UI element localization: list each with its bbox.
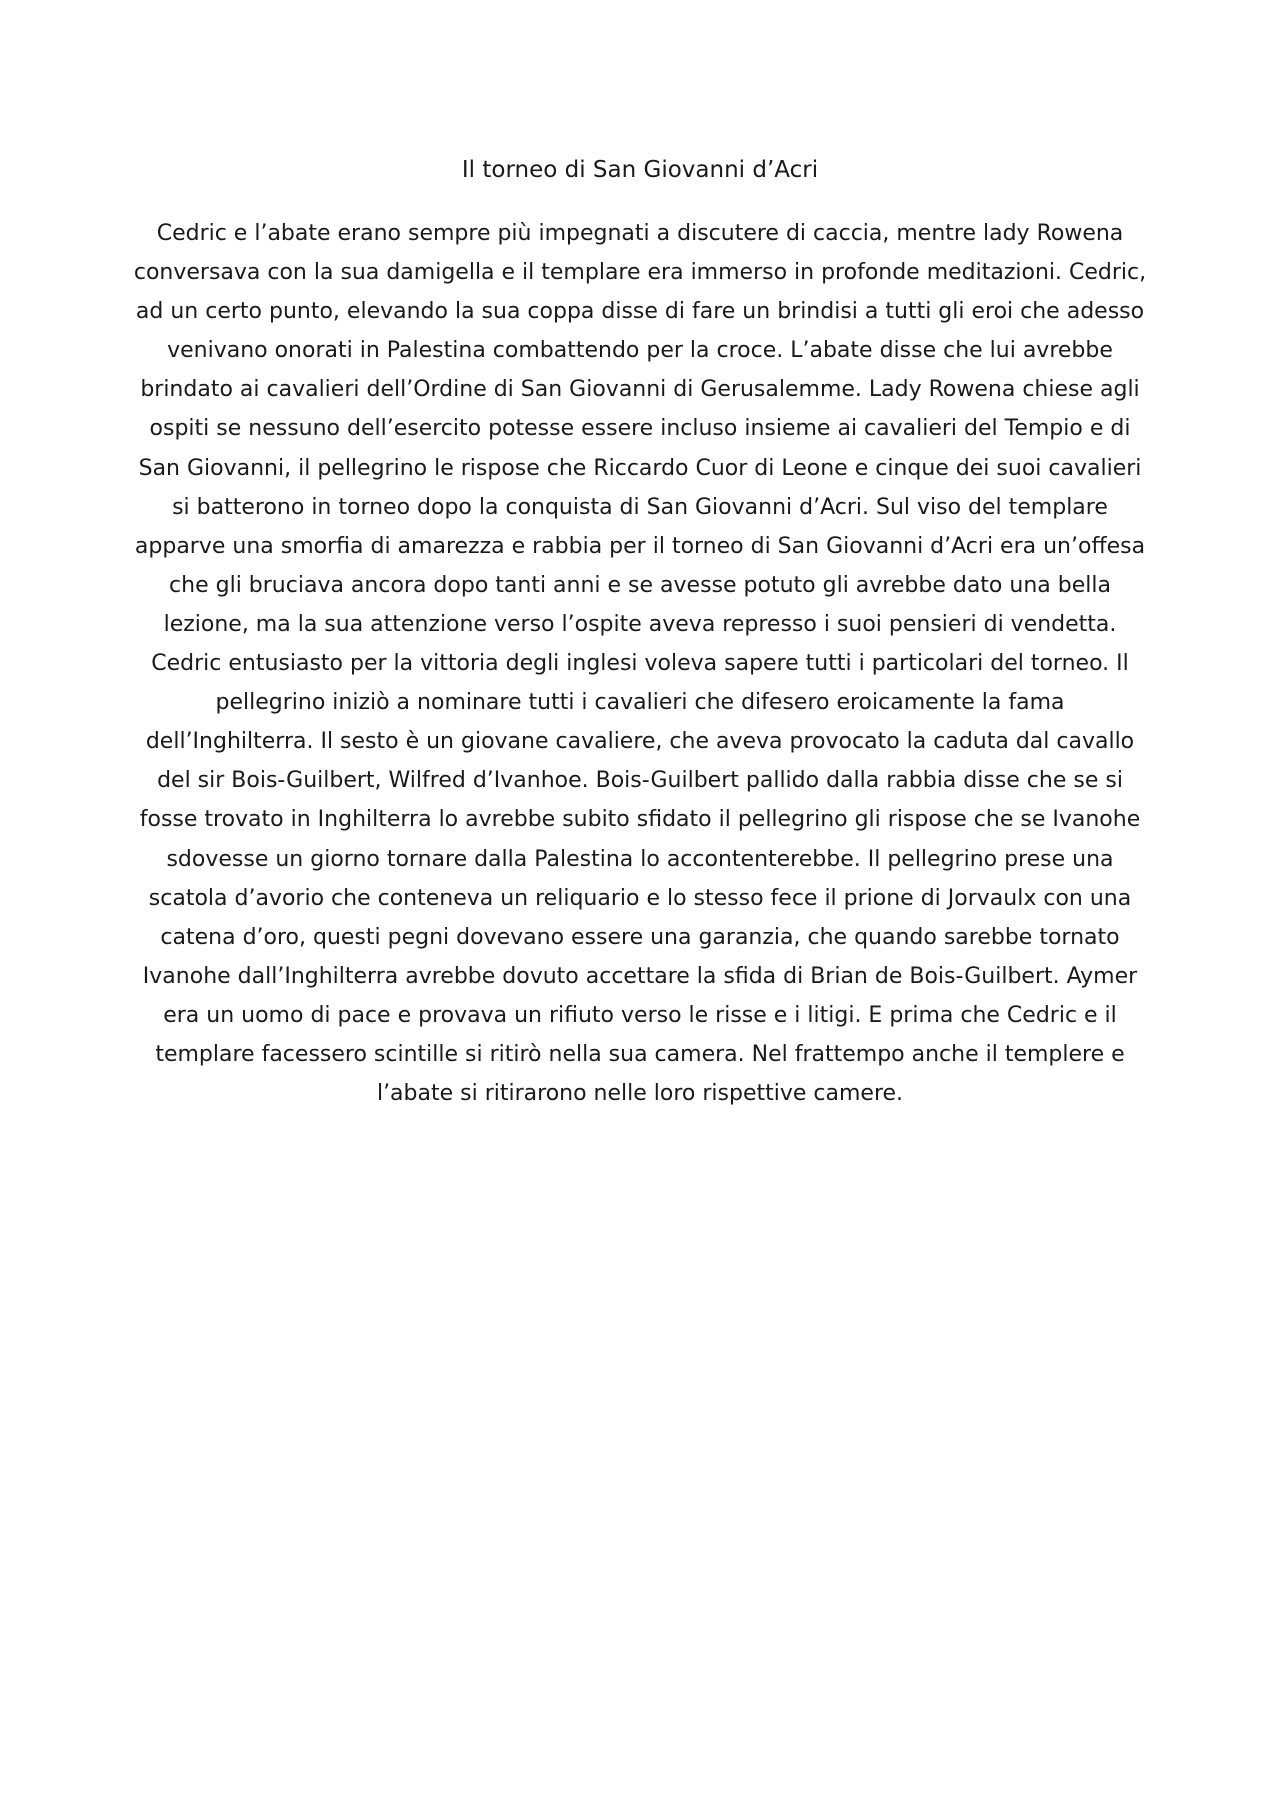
text-line: Cedric e l’abate erano sempre più impegnati a discutere di caccia, mentre lady Rowena	[156, 221, 1124, 246]
text-line: lezione, ma la sua attenzione verso l’ospite aveva represso i suoi pensieri di vendetta.	[163, 611, 1117, 637]
text-line: conversava con la sua damigella e il templare era immerso in profonde meditazioni. Cedric,	[133, 260, 1147, 286]
text-line: che gli bruciava ancora dopo tanti anni e se avesse potuto gli avrebbe dato una bella	[169, 572, 1111, 598]
text-line: venivano onorati in Palestina combattendo per la croce. L’abate disse che lui avrebbe	[167, 338, 1113, 364]
text-line: apparve una smorfia di amarezza e rabbia per il torneo di San Giovanni d’Acri era un’offesa	[134, 533, 1146, 559]
text-line: Ivanohe dall’Inghilterra avrebbe dovuto accettare la sfida di Brian de Bois-Guilbert. Aymer	[142, 963, 1138, 989]
text-line: si batterono in torneo dopo la conquista di San Giovanni d’Acri. Sul viso del templare	[172, 494, 1108, 520]
body-paragraph	[122, 214, 1158, 1113]
page-title: Il torneo di San Giovanni d’Acri	[461, 157, 819, 183]
text-line: templare facessero scintille si ritirò nella sua camera. Nel frattempo anche il templere e	[155, 1041, 1125, 1067]
text-line: ad un certo punto, elevando la sua coppa disse di fare un brindisi a tutti gli eroi che adesso	[135, 299, 1145, 325]
text-line: dell’Inghilterra. Il sesto è un giovane cavaliere, che aveva provocato la caduta dal cavallo	[145, 729, 1135, 755]
text-line: pellegrino iniziò a nominare tutti i cavalieri che difesero eroicamente la fama	[215, 690, 1065, 716]
text-line: era un uomo di pace e provava un rifiuto verso le risse e i litigi. E prima che Cedric e il	[163, 1002, 1117, 1028]
text-line: del sir Bois-Guilbert, Wilfred d’Ivanhoe. Bois-Guilbert pallido dalla rabbia disse che se si	[157, 768, 1123, 794]
text-line: ospiti se nessuno dell’esercito potesse essere incluso insieme ai cavalieri del Tempio e di	[149, 416, 1131, 442]
text-line: San Giovanni, il pellegrino le rispose che Riccardo Cuor di Leone e cinque dei suoi cavalieri	[138, 455, 1142, 481]
text-line: fosse trovato in Inghilterra lo avrebbe subito sfidato il pellegrino gli rispose che se Ivanohe	[139, 807, 1141, 833]
text-line: scatola d’avorio che conteneva un reliquario e lo stesso fece il prione di Jorvaulx con una	[148, 885, 1132, 911]
text-line: Cedric entusiasto per la vittoria degli inglesi voleva sapere tutti i particolari del torneo. Il	[151, 651, 1129, 677]
text-line: brindato ai cavalieri dell’Ordine di San Giovanni di Gerusalemme. Lady Rowena chiese agli	[140, 377, 1140, 403]
text-line: l’abate si ritirarono nelle loro rispettive camere.	[376, 1081, 904, 1107]
text-line: catena d’oro, questi pegni dovevano essere una garanzia, che quando sarebbe tornato	[160, 924, 1120, 950]
text-line: sdovesse un giorno tornare dalla Palestina lo accontenterebbe. Il pellegrino prese una	[166, 846, 1114, 872]
